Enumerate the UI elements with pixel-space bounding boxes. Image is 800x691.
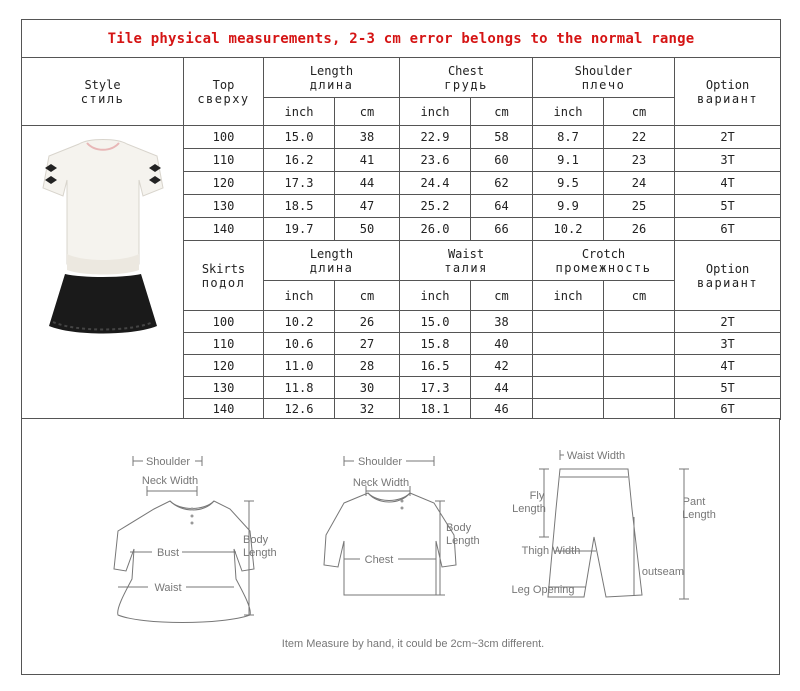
unit-cm: cm [335, 281, 400, 311]
cell: 4T [675, 355, 781, 377]
dress-body-label-2: Length [243, 547, 277, 559]
cell-empty [533, 377, 604, 399]
cell: 3T [675, 333, 781, 355]
cell: 22 [604, 126, 675, 149]
header-skirt-length: Length длина [264, 241, 400, 281]
cell: 2T [675, 311, 781, 333]
unit-inch: inch [400, 281, 471, 311]
cell: 15.0 [264, 126, 335, 149]
unit-inch: inch [533, 281, 604, 311]
cell: 64 [471, 195, 533, 218]
diagram-svg [22, 419, 779, 674]
cell: 26.0 [400, 218, 471, 241]
pants-pant-label-1: Pant [682, 496, 706, 508]
cell: 25.2 [400, 195, 471, 218]
cell-empty [533, 399, 604, 420]
unit-cm: cm [604, 98, 675, 126]
header-style: Style стиль [22, 58, 184, 126]
cell-empty [533, 333, 604, 355]
unit-cm: cm [604, 281, 675, 311]
cell: 19.7 [264, 218, 335, 241]
cell-empty [533, 355, 604, 377]
pants-pant-label-2: Length [682, 509, 716, 521]
unit-inch: inch [264, 281, 335, 311]
header-skirt-option: Option вариант [675, 241, 781, 311]
cell: 120 [184, 172, 264, 195]
unit-inch: inch [264, 98, 335, 126]
unit-cm: cm [335, 98, 400, 126]
tee-body-label-2: Length [446, 535, 480, 547]
cell: 17.3 [400, 377, 471, 399]
header-top: Top сверху [184, 58, 264, 126]
cell: 4T [675, 172, 781, 195]
tee-chest-label: Chest [364, 554, 394, 566]
cell: 3T [675, 149, 781, 172]
header-option: Option вариант [675, 58, 781, 126]
cell: 5T [675, 377, 781, 399]
dress-bust-label: Bust [156, 547, 180, 559]
cell: 15.0 [400, 311, 471, 333]
cell: 15.8 [400, 333, 471, 355]
unit-inch: inch [400, 98, 471, 126]
unit-inch: inch [533, 98, 604, 126]
cell: 140 [184, 218, 264, 241]
product-image [23, 126, 183, 416]
cell: 10.2 [264, 311, 335, 333]
cell: 9.1 [533, 149, 604, 172]
cell: 23.6 [400, 149, 471, 172]
cell: 120 [184, 355, 264, 377]
tee-body-label-1: Body [446, 522, 472, 534]
cell: 17.3 [264, 172, 335, 195]
header-skirts: Skirts подол [184, 241, 264, 311]
cell: 18.1 [400, 399, 471, 420]
size-table [21, 19, 781, 420]
pants-waist-label: Waist Width [566, 450, 626, 462]
dress-shoulder-label: Shoulder [145, 456, 191, 468]
cell: 8.7 [533, 126, 604, 149]
header-shoulder: Shoulder плечо [533, 58, 675, 98]
header-length: Length длина [264, 58, 400, 98]
cell: 6T [675, 399, 781, 420]
cell: 10.2 [533, 218, 604, 241]
product-photo [22, 126, 184, 420]
cell: 46 [471, 399, 533, 420]
cell: 27 [335, 333, 400, 355]
cell-empty [604, 377, 675, 399]
cell: 100 [184, 311, 264, 333]
cell: 44 [471, 377, 533, 399]
dress-neck-label: Neck Width [141, 475, 199, 487]
cell: 130 [184, 195, 264, 218]
pants-thigh-label: Thigh Width [521, 545, 581, 557]
cell: 10.6 [264, 333, 335, 355]
unit-cm: cm [471, 98, 533, 126]
cell: 110 [184, 333, 264, 355]
cell: 9.5 [533, 172, 604, 195]
cell: 40 [471, 333, 533, 355]
cell: 9.9 [533, 195, 604, 218]
cell: 38 [471, 311, 533, 333]
cell: 16.5 [400, 355, 471, 377]
cell: 24 [604, 172, 675, 195]
cell: 50 [335, 218, 400, 241]
cell: 24.4 [400, 172, 471, 195]
cell: 30 [335, 377, 400, 399]
cell: 38 [335, 126, 400, 149]
dress-waist-label: Waist [154, 582, 182, 594]
cell-empty [604, 311, 675, 333]
cell: 44 [335, 172, 400, 195]
measurement-diagram [21, 418, 780, 675]
cell: 62 [471, 172, 533, 195]
header-crotch: Crotch промежность [533, 241, 675, 281]
cell-empty [533, 311, 604, 333]
cell: 22.9 [400, 126, 471, 149]
cell: 32 [335, 399, 400, 420]
cell: 5T [675, 195, 781, 218]
cell-empty [604, 399, 675, 420]
cell: 100 [184, 126, 264, 149]
table-title: Tile physical measurements, 2-3 cm error belongs to the normal range [22, 20, 781, 58]
dress-body-label-1: Body [243, 534, 269, 546]
cell: 11.8 [264, 377, 335, 399]
cell-empty [604, 355, 675, 377]
dress-outline [114, 501, 254, 623]
pants-fly-label-2: Length [512, 503, 546, 515]
cell: 18.5 [264, 195, 335, 218]
cell: 6T [675, 218, 781, 241]
cell: 140 [184, 399, 264, 420]
cell: 25 [604, 195, 675, 218]
tee-shoulder-label: Shoulder [357, 456, 403, 468]
cell: 26 [335, 311, 400, 333]
cell: 23 [604, 149, 675, 172]
pants-outseam-label: outseam [641, 566, 685, 578]
header-waist: Waist талия [400, 241, 533, 281]
cell-empty [604, 333, 675, 355]
pants-outline [548, 469, 642, 597]
cell: 2T [675, 126, 781, 149]
cell: 110 [184, 149, 264, 172]
cell: 16.2 [264, 149, 335, 172]
tee-neck-label: Neck Width [352, 477, 410, 489]
cell: 12.6 [264, 399, 335, 420]
cell: 42 [471, 355, 533, 377]
pants-fly-label-1: Fly [529, 490, 545, 502]
cell: 28 [335, 355, 400, 377]
measure-note: Item Measure by hand, it could be 2cm~3cm different. [281, 638, 545, 650]
cell: 11.0 [264, 355, 335, 377]
cell: 58 [471, 126, 533, 149]
cell: 60 [471, 149, 533, 172]
cell: 47 [335, 195, 400, 218]
tee-outline [324, 493, 456, 595]
pants-leg-label: Leg Opening [511, 584, 575, 596]
header-chest: Chest грудь [400, 58, 533, 98]
cell: 26 [604, 218, 675, 241]
cell: 130 [184, 377, 264, 399]
unit-cm: cm [471, 281, 533, 311]
cell: 66 [471, 218, 533, 241]
cell: 41 [335, 149, 400, 172]
